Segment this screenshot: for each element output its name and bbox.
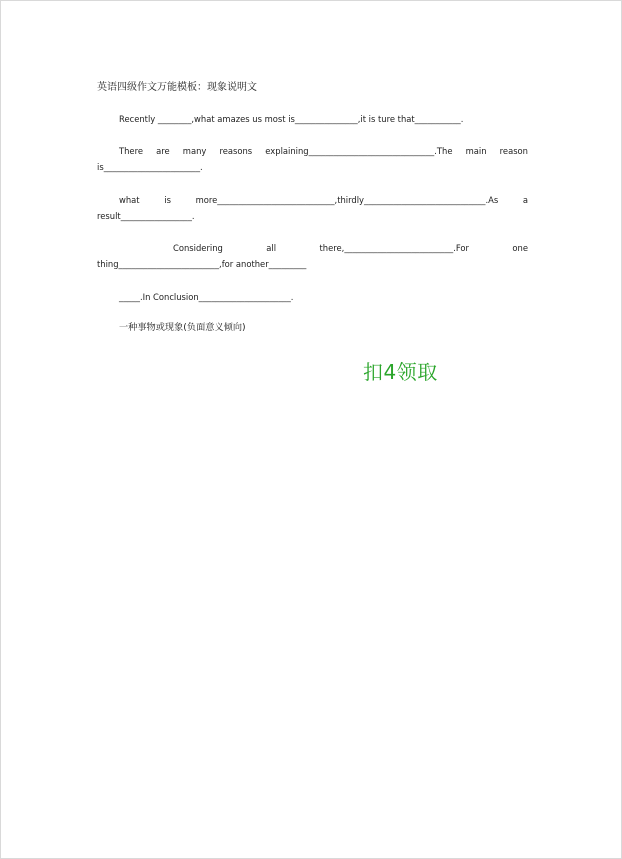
paragraph-conclusion [97, 289, 528, 305]
paragraph-reasons [97, 143, 528, 175]
paragraph-line: what is more____________________________,thirdly_____________________________.As a [119, 195, 528, 205]
promo-text: 扣4领取 [363, 360, 438, 384]
paragraph-line: is_______________________. [97, 162, 203, 172]
paragraph-line: _____.In Conclusion______________________. [119, 292, 294, 302]
document-title: 英语四级作文万能模板：现象说明文 [97, 82, 257, 93]
paragraph-considering [97, 240, 528, 272]
paragraph-line: thing________________________,for another_________ [97, 259, 307, 269]
paragraph-line: Considering all there,__________________________.For one [173, 243, 528, 253]
paragraph-line: There are many reasons explaining______________________________.The main reason [119, 146, 528, 156]
chinese-note-line: 一种事物或现象(负面意义倾向) [119, 322, 246, 333]
paragraph-what-is-more [97, 192, 528, 224]
paragraph-line: result_________________. [97, 211, 195, 221]
paragraph-line: Recently ________,what amazes us most is_______________,it is ture that___________. [119, 114, 464, 124]
paragraph-recently [97, 111, 528, 127]
